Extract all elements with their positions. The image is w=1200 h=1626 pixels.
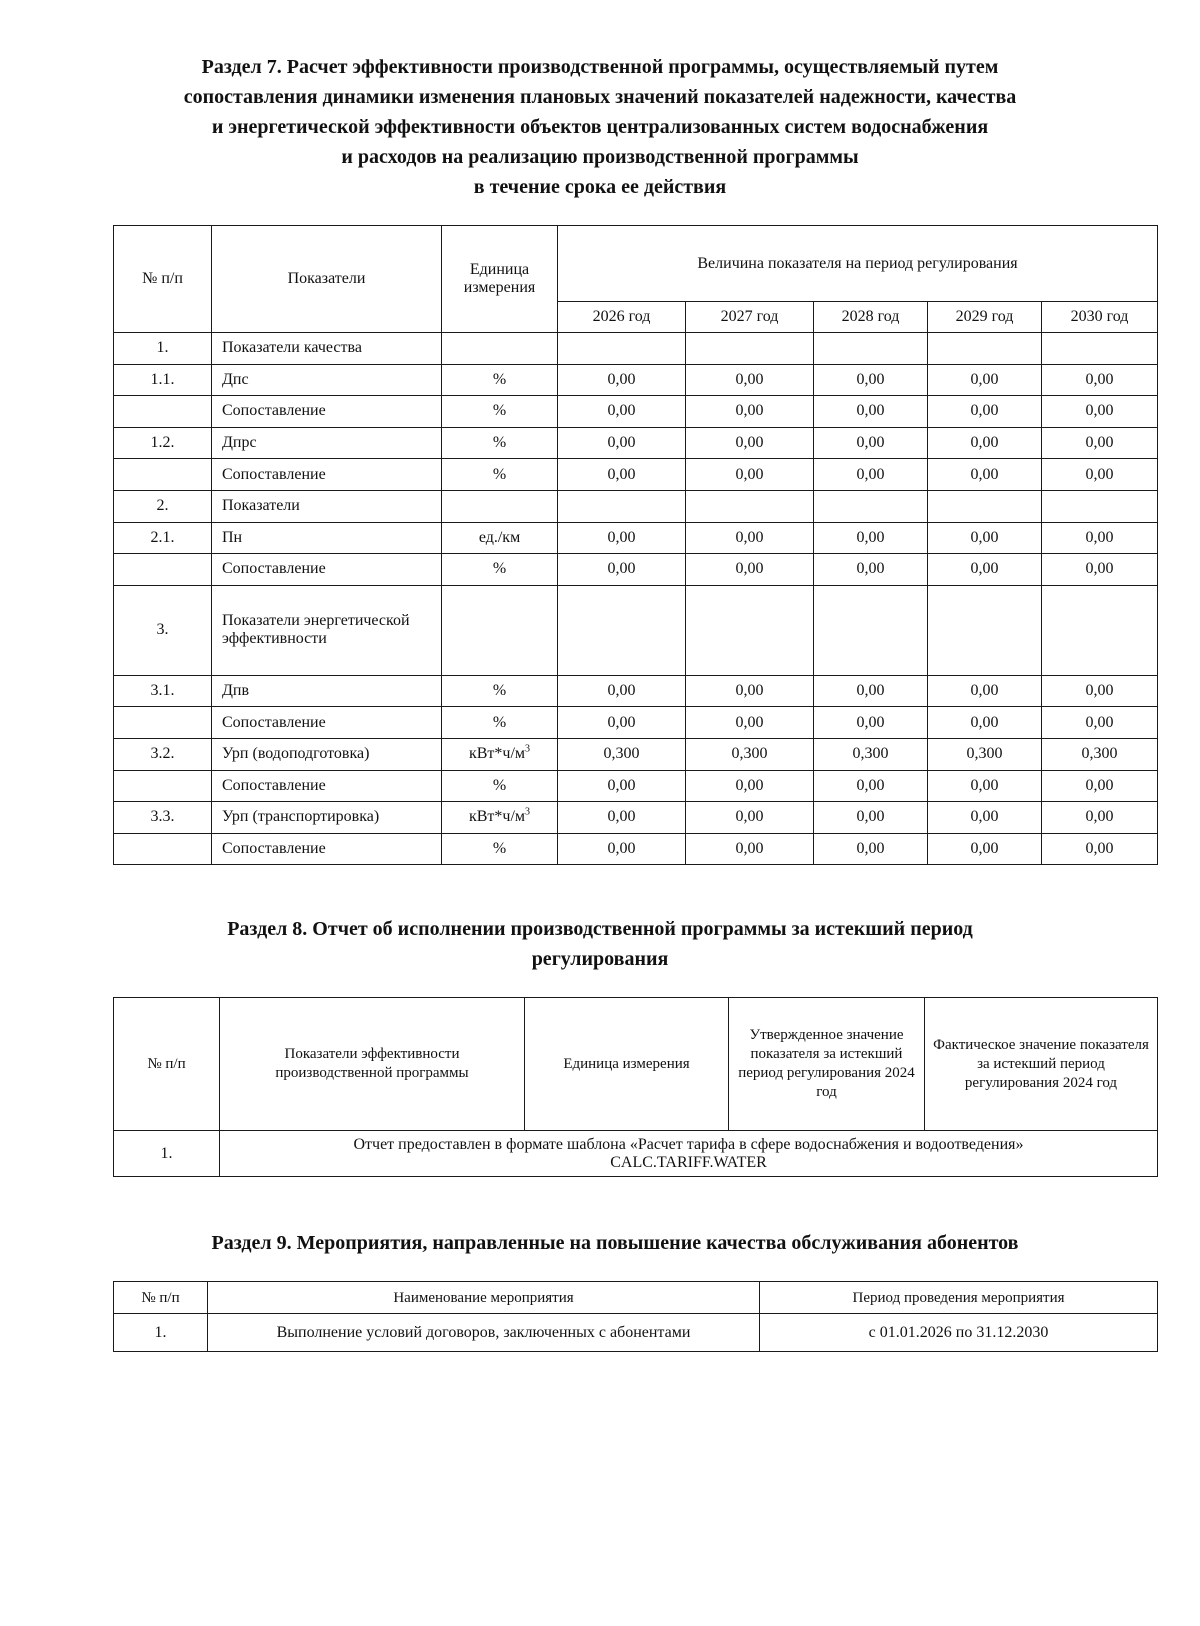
row-value-cell (928, 490, 1042, 522)
row-value-cell: 0,00 (686, 675, 814, 707)
row-unit-cell: % (442, 364, 558, 396)
unit-text: кВт*ч/м (468, 808, 526, 826)
row-num-cell (114, 707, 212, 739)
row-value-cell: 0,00 (814, 396, 928, 428)
row-num-cell: 3.2. (114, 738, 212, 770)
row-value-cell: 0,00 (1042, 459, 1158, 491)
row-value-cell: 0,00 (814, 364, 928, 396)
row-name-cell: Дпс (212, 364, 442, 396)
row-unit-cell: % (442, 675, 558, 707)
report-row-text-line: CALC.TARIFF.WATER (610, 1153, 767, 1171)
unit-superscript: 3 (525, 807, 531, 819)
row-num-cell (114, 459, 212, 491)
row-unit-cell: % (442, 770, 558, 802)
row-name-cell: Дпрс (212, 427, 442, 459)
report-header-num: № п/п (114, 998, 220, 1131)
row-value-cell: 0,00 (686, 396, 814, 428)
table-row (114, 738, 1158, 770)
row-value-cell: 0,00 (814, 833, 928, 865)
section7-title-line: в течение срока ее действия (473, 176, 727, 198)
row-value-cell: 0,00 (1042, 675, 1158, 707)
row-value-cell: 0,00 (814, 770, 928, 802)
row-unit-cell (442, 490, 558, 522)
row-value-cell: 0,00 (686, 802, 814, 834)
row-value-cell: 0,00 (1042, 522, 1158, 554)
header-year: 2027 год (686, 302, 814, 333)
report-header-indicators: Показатели эффективности производственной программы (220, 998, 525, 1131)
row-name-cell: Показатели качества (212, 333, 442, 365)
row-value-cell (558, 585, 686, 675)
section9-title-line: Раздел 9. Мероприятия, направленные на повышение качества обслуживания абонентов (211, 1232, 1019, 1254)
row-value-cell: 0,00 (1042, 802, 1158, 834)
row-value-cell: 0,00 (1042, 554, 1158, 586)
section8-title (120, 914, 1080, 974)
row-value-cell: 0,00 (814, 675, 928, 707)
row-unit-cell: % (442, 459, 558, 491)
section7-title-line: Раздел 7. Расчет эффективности производственной программы, осуществляемый путем (201, 56, 999, 78)
row-name-cell: Сопоставление (212, 770, 442, 802)
section9-title (100, 1228, 1130, 1258)
row-value-cell: 0,00 (814, 427, 928, 459)
row-value-cell: 0,00 (686, 364, 814, 396)
table-row (114, 364, 1158, 396)
table-row (114, 522, 1158, 554)
report-header-approved: Утвержденное значение показателя за истекший период регулирования 2024 год (729, 998, 925, 1131)
row-value-cell: 0,00 (558, 770, 686, 802)
table-row (114, 554, 1158, 586)
header-indicator: Показатели (212, 226, 442, 333)
row-value-cell: 0,00 (928, 427, 1042, 459)
section7-title (120, 52, 1080, 202)
row-name-cell: Урп (транспортировка) (212, 802, 442, 834)
row-value-cell: 0,00 (928, 554, 1042, 586)
row-value-cell (1042, 585, 1158, 675)
table-row (114, 585, 1158, 675)
header-num: № п/п (114, 226, 212, 333)
row-value-cell (686, 333, 814, 365)
report-table (113, 997, 1158, 1177)
row-value-cell: 0,00 (1042, 364, 1158, 396)
row-value-cell (1042, 333, 1158, 365)
row-value-cell: 0,00 (686, 707, 814, 739)
row-value-cell (928, 333, 1042, 365)
row-value-cell: 0,00 (686, 554, 814, 586)
row-value-cell (558, 490, 686, 522)
section7-title-line: сопоставления динамики изменения плановых значений показателей надежности, качества (183, 86, 1017, 108)
report-header-unit: Единица измерения (525, 998, 729, 1131)
table-row (114, 833, 1158, 865)
table-row (114, 675, 1158, 707)
measures-row-period: с 01.01.2026 по 31.12.2030 (760, 1314, 1158, 1352)
row-value-cell: 0,00 (814, 459, 928, 491)
row-unit-cell: % (442, 833, 558, 865)
row-num-cell (114, 833, 212, 865)
row-value-cell: 0,00 (928, 364, 1042, 396)
section8-title-line: Раздел 8. Отчет об исполнении производственной программы за истекший период (227, 918, 973, 940)
row-num-cell (114, 770, 212, 802)
report-header-actual: Фактическое значение показателя за истекший период регулирования 2024 год (925, 998, 1158, 1131)
row-name-cell: Сопоставление (212, 396, 442, 428)
unit-superscript: 3 (525, 743, 531, 755)
table-row (114, 459, 1158, 491)
table-row (114, 333, 1158, 365)
row-name-cell: Сопоставление (212, 833, 442, 865)
header-year: 2030 год (1042, 302, 1158, 333)
row-value-cell: 0,00 (928, 802, 1042, 834)
measures-row-num: 1. (114, 1314, 208, 1352)
row-value-cell: 0,00 (928, 522, 1042, 554)
table-row (114, 396, 1158, 428)
row-unit-cell (442, 738, 558, 770)
report-row-text (220, 1131, 1158, 1177)
row-value-cell: 0,00 (928, 396, 1042, 428)
row-value-cell (814, 333, 928, 365)
section7-title-line: и расходов на реализацию производственной программы (341, 146, 859, 168)
row-value-cell: 0,00 (558, 364, 686, 396)
row-value-cell: 0,00 (928, 675, 1042, 707)
header-unit: Единица измерения (442, 226, 558, 333)
row-value-cell: 0,00 (558, 707, 686, 739)
measures-header-period: Период проведения мероприятия (760, 1282, 1158, 1314)
row-value-cell: 0,300 (558, 738, 686, 770)
row-unit-cell: % (442, 427, 558, 459)
row-value-cell: 0,00 (814, 522, 928, 554)
row-value-cell: 0,00 (1042, 396, 1158, 428)
row-value-cell: 0,00 (558, 554, 686, 586)
row-name-cell: Показатели (212, 490, 442, 522)
row-name-cell: Показатели энергетической эффективности (212, 585, 442, 675)
row-unit-cell: % (442, 396, 558, 428)
row-value-cell: 0,00 (558, 427, 686, 459)
table-row (114, 427, 1158, 459)
row-value-cell: 0,00 (686, 833, 814, 865)
row-value-cell: 0,00 (1042, 770, 1158, 802)
row-value-cell: 0,00 (928, 459, 1042, 491)
row-name-cell: Сопоставление (212, 707, 442, 739)
header-year: 2029 год (928, 302, 1042, 333)
header-period-group: Величина показателя на период регулирования (558, 226, 1158, 302)
row-num-cell (114, 554, 212, 586)
row-unit-cell (442, 802, 558, 834)
row-unit-cell: ед./км (442, 522, 558, 554)
row-value-cell (558, 333, 686, 365)
row-value-cell: 0,00 (686, 770, 814, 802)
row-num-cell: 1.1. (114, 364, 212, 396)
row-unit-cell (442, 585, 558, 675)
row-value-cell: 0,00 (558, 522, 686, 554)
row-num-cell: 2. (114, 490, 212, 522)
row-num-cell: 3.3. (114, 802, 212, 834)
row-value-cell: 0,300 (1042, 738, 1158, 770)
row-num-cell: 3.1. (114, 675, 212, 707)
row-value-cell (814, 490, 928, 522)
measures-row-name: Выполнение условий договоров, заключенных с абонентами (208, 1314, 760, 1352)
row-name-cell: Дпв (212, 675, 442, 707)
section7-title-line: и энергетической эффективности объектов централизованных систем водоснабжения (211, 116, 989, 138)
row-value-cell: 0,00 (686, 427, 814, 459)
row-value-cell: 0,00 (928, 770, 1042, 802)
table-row (114, 490, 1158, 522)
efficiency-table-body (114, 333, 1158, 865)
row-value-cell: 0,00 (1042, 707, 1158, 739)
row-value-cell: 0,00 (1042, 427, 1158, 459)
measures-header-name: Наименование мероприятия (208, 1282, 760, 1314)
row-value-cell: 0,00 (814, 802, 928, 834)
unit-text: кВт*ч/м (468, 745, 526, 763)
row-unit-cell: % (442, 707, 558, 739)
table-row (114, 802, 1158, 834)
row-num-cell (114, 396, 212, 428)
row-name-cell: Сопоставление (212, 554, 442, 586)
row-name-cell: Пн (212, 522, 442, 554)
row-value-cell: 0,00 (686, 459, 814, 491)
row-value-cell (814, 585, 928, 675)
row-value-cell (928, 585, 1042, 675)
section8-title-line: регулирования (531, 948, 669, 970)
row-value-cell (1042, 490, 1158, 522)
row-value-cell: 0,00 (814, 554, 928, 586)
row-value-cell: 0,00 (558, 802, 686, 834)
header-year: 2028 год (814, 302, 928, 333)
row-num-cell: 1.2. (114, 427, 212, 459)
report-row-text-line: Отчет предоставлен в формате шаблона «Расчет тарифа в сфере водоснабжения и водоотведения» (353, 1135, 1024, 1153)
row-value-cell: 0,00 (558, 396, 686, 428)
row-value-cell: 0,00 (928, 833, 1042, 865)
row-name-cell: Урп (водоподготовка) (212, 738, 442, 770)
row-value-cell: 0,00 (558, 833, 686, 865)
row-value-cell: 0,300 (686, 738, 814, 770)
row-name-cell: Сопоставление (212, 459, 442, 491)
measures-header-num: № п/п (114, 1282, 208, 1314)
row-value-cell: 0,00 (558, 459, 686, 491)
measures-table (113, 1281, 1158, 1352)
row-value-cell: 0,00 (558, 675, 686, 707)
row-value-cell: 0,00 (686, 522, 814, 554)
header-year: 2026 год (558, 302, 686, 333)
row-unit-cell: % (442, 554, 558, 586)
row-num-cell: 1. (114, 333, 212, 365)
row-value-cell (686, 585, 814, 675)
row-value-cell (686, 490, 814, 522)
report-row-num: 1. (114, 1131, 220, 1177)
row-num-cell: 2.1. (114, 522, 212, 554)
row-unit-cell (442, 333, 558, 365)
table-row (114, 707, 1158, 739)
row-value-cell: 0,00 (928, 707, 1042, 739)
table-row (114, 770, 1158, 802)
row-value-cell: 0,300 (928, 738, 1042, 770)
row-value-cell: 0,300 (814, 738, 928, 770)
row-value-cell: 0,00 (814, 707, 928, 739)
row-num-cell: 3. (114, 585, 212, 675)
row-value-cell: 0,00 (1042, 833, 1158, 865)
efficiency-table (113, 225, 1158, 865)
